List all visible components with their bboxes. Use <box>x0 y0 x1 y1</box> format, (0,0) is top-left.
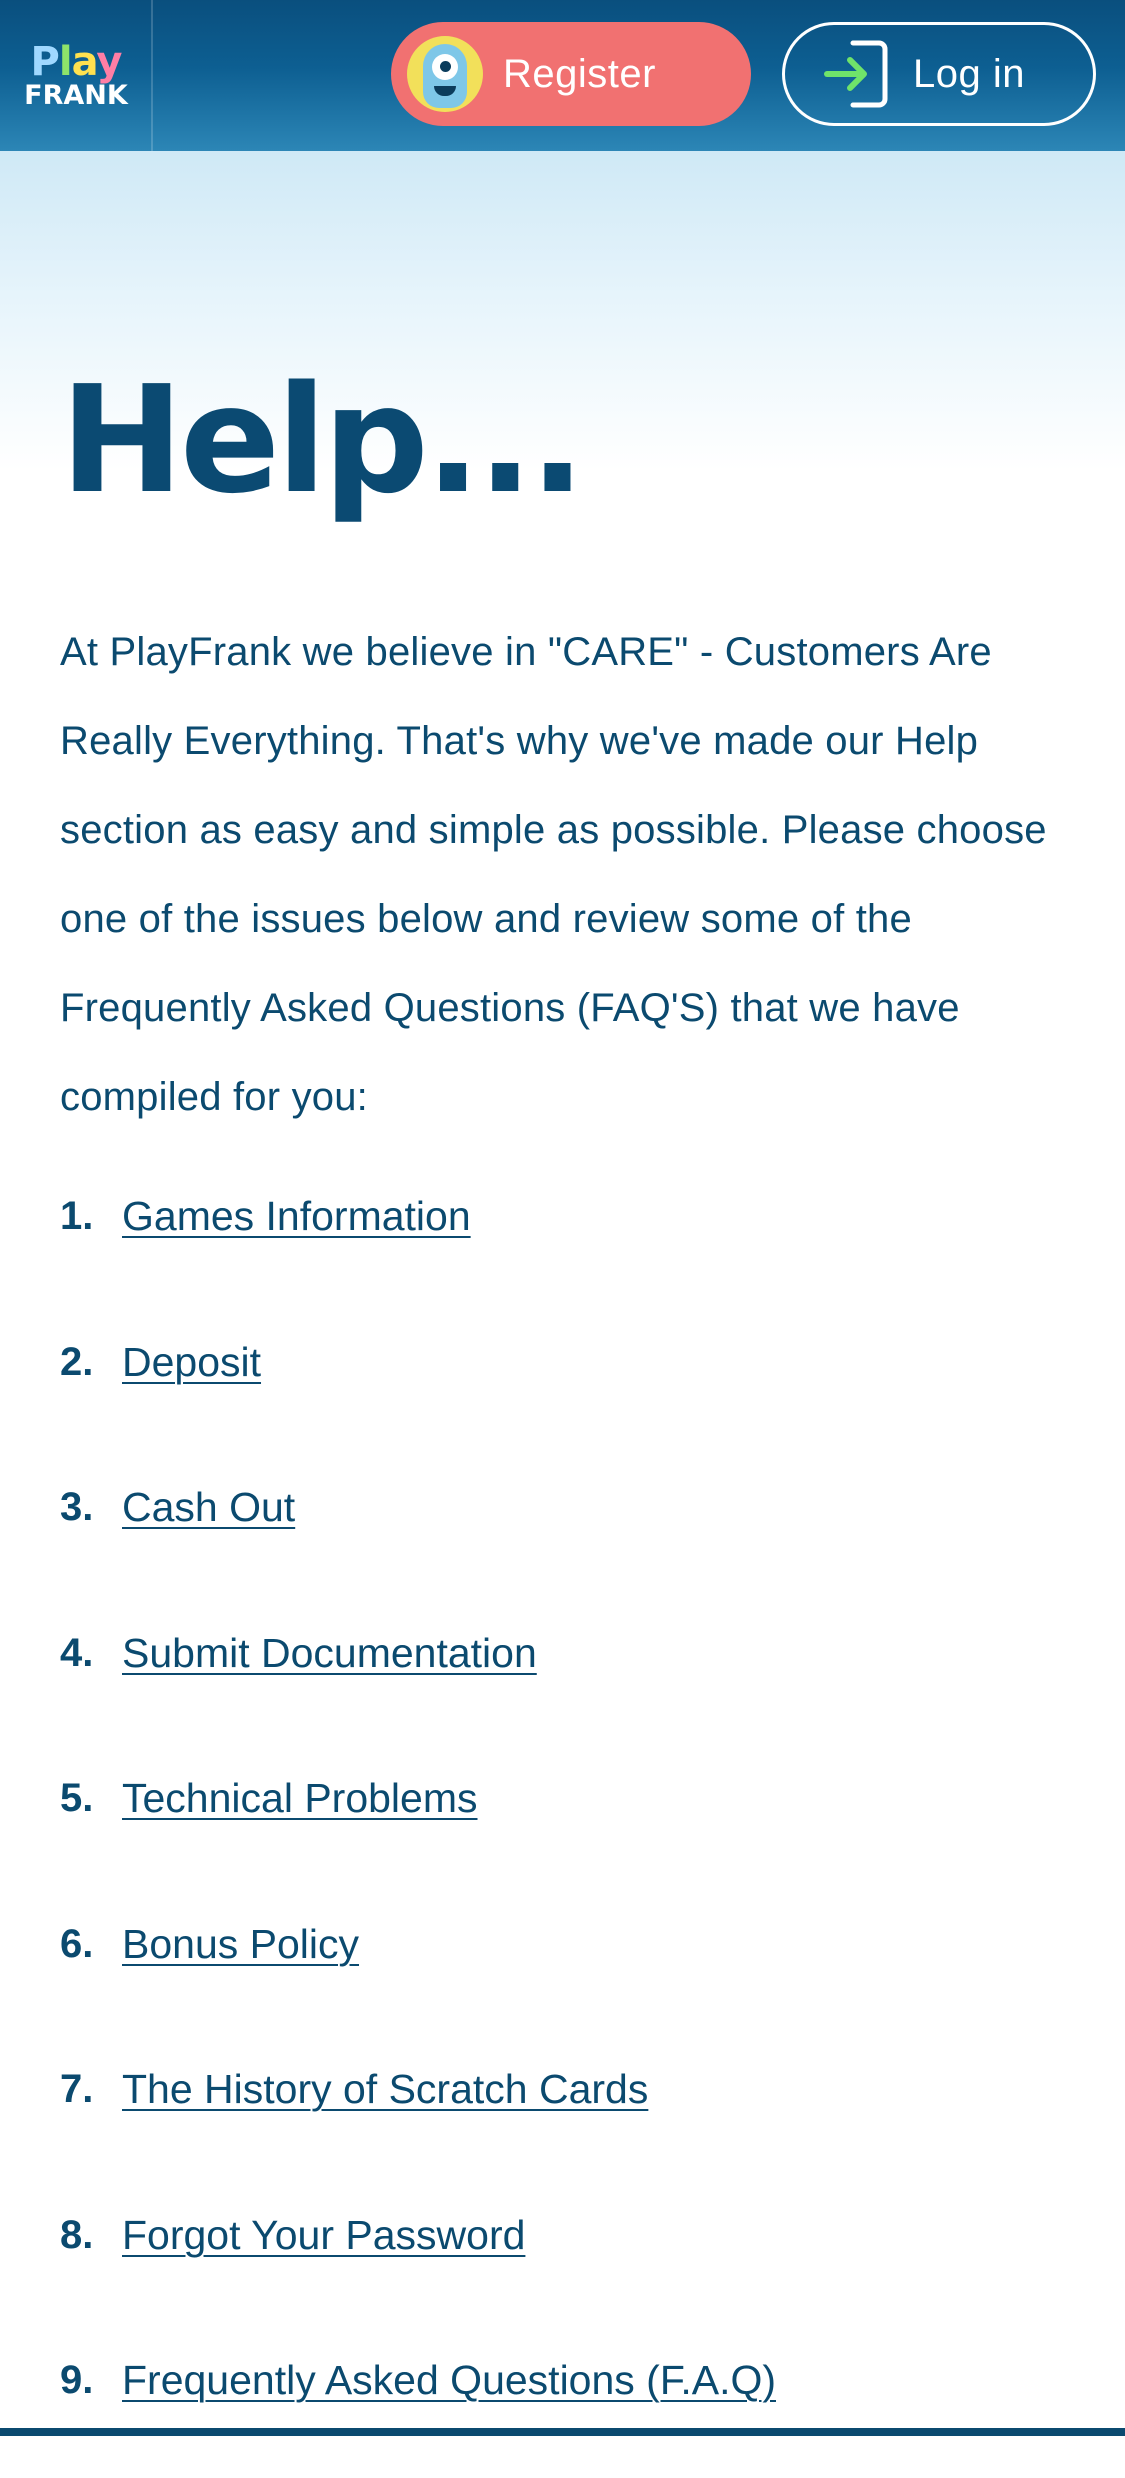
item-number: 3. <box>60 1485 94 1529</box>
item-number: 7. <box>60 2067 94 2111</box>
faq-link[interactable]: Frequently Asked Questions (F.A.Q) <box>122 2357 776 2403</box>
register-button[interactable] <box>391 22 751 126</box>
games-information-link[interactable]: Games Information <box>122 1193 471 1239</box>
logo-play-text: Play <box>30 39 122 85</box>
list-item <box>60 1750 1080 1896</box>
list-item <box>60 2332 1080 2478</box>
list-item <box>60 1168 1080 1314</box>
header-divider <box>151 0 153 151</box>
login-arrow-icon <box>823 39 889 109</box>
item-number: 9. <box>60 2358 94 2402</box>
item-number: 1. <box>60 1194 94 1238</box>
login-button[interactable] <box>782 22 1096 126</box>
bottom-edge-bar <box>0 2428 1125 2436</box>
history-of-scratch-cards-link[interactable]: The History of Scratch Cards <box>122 2066 649 2112</box>
technical-problems-link[interactable]: Technical Problems <box>122 1775 478 1821</box>
help-topics-list <box>60 1168 1080 2478</box>
item-number: 6. <box>60 1921 94 1966</box>
login-label: Log in <box>913 51 1025 96</box>
list-item <box>60 1314 1080 1460</box>
bonus-policy-link[interactable]: Bonus Policy <box>122 1920 360 1967</box>
page-title: Help... <box>60 354 582 526</box>
list-item <box>60 1459 1080 1605</box>
deposit-link[interactable]: Deposit <box>122 1338 262 1385</box>
logo-frank-text: FRANK <box>24 80 128 111</box>
list-item <box>60 1605 1080 1751</box>
item-number: 2. <box>60 1339 94 1384</box>
list-item <box>60 2187 1080 2333</box>
intro-paragraph: At PlayFrank we believe in "CARE" - Customers Are Really Everything. That's why we've made our Help section as easy and simple as possible. Please choose one of the issues below and review some of the Frequently Asked Questions (FAQ'S) that we have compiled for you: <box>60 630 1047 1119</box>
list-item <box>60 2041 1080 2187</box>
forgot-password-link[interactable]: Forgot Your Password <box>122 2211 526 2258</box>
top-header <box>0 0 1125 151</box>
register-label: Register <box>503 51 656 96</box>
item-number: 4. <box>60 1630 94 1675</box>
cash-out-link[interactable]: Cash Out <box>122 1484 296 1530</box>
mascot-icon <box>407 36 483 112</box>
item-number: 5. <box>60 1776 94 1820</box>
playfrank-logo[interactable] <box>18 38 134 114</box>
submit-documentation-link[interactable]: Submit Documentation <box>122 1629 537 1676</box>
item-number: 8. <box>60 2212 94 2257</box>
list-item <box>60 1896 1080 2042</box>
